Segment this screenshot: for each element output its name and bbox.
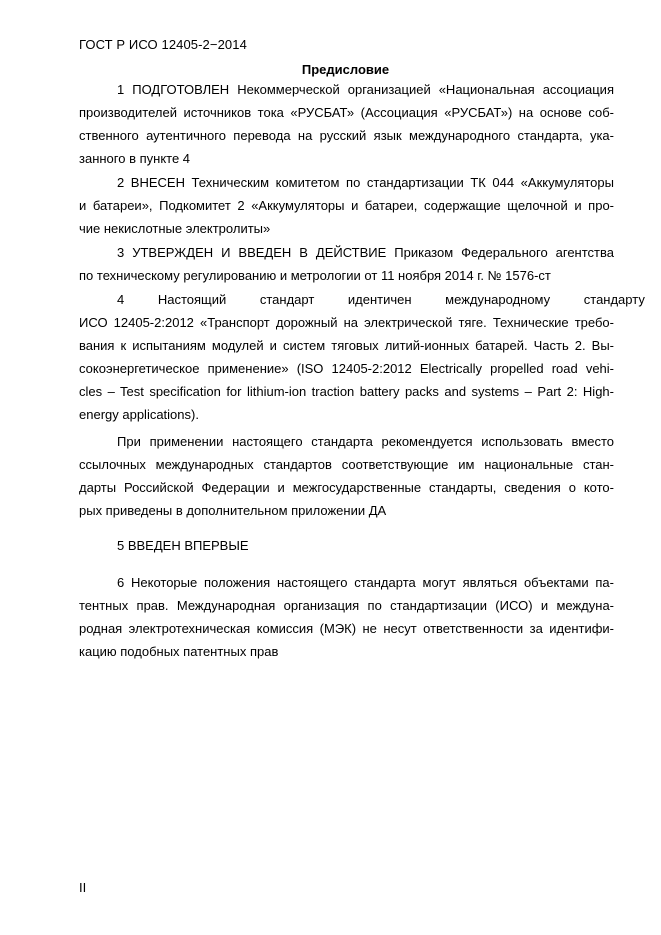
text-line: тентных прав. Международная организация по стандартизации (ИСО) и междуна- [79, 598, 614, 613]
page-title: Предисловие [301, 62, 390, 77]
text-line: energy applications). [79, 407, 199, 422]
text-line: по техническому регулированию и метрологии от 11 ноября 2014 г. № 1576-ст [79, 268, 551, 283]
document-header: ГОСТ Р ИСО 12405-2−2014 [79, 37, 247, 52]
text-line: 6 Некоторые положения настоящего стандарта могут являться объектами па- [117, 575, 614, 590]
text-line: 1 ПОДГОТОВЛЕН Некоммерческой организацией «Национальная ассоциация [117, 82, 614, 97]
text-line: вания к испытаниям модулей и систем тяговых литий-ионных батарей. Часть 2. Вы- [79, 338, 614, 353]
text-line: ИСО 12405-2:2012 «Транспорт дорожный на электрической тяге. Технические требо- [79, 315, 614, 330]
paragraph-3 [79, 241, 614, 287]
text-line: При применении настоящего стандарта рекомендуется использовать вместо [117, 434, 614, 449]
text-line: 2 ВНЕСЕН Техническим комитетом по стандартизации ТК 044 «Аккумуляторы [117, 175, 614, 190]
text-line: производителей источников тока «РУСБАТ» (Ассоциация «РУСБАТ») на основе соб- [79, 105, 614, 120]
text-line: cles – Test specification for lithium-ion traction battery packs and systems – Part 2: High- [79, 384, 614, 399]
document-body [79, 78, 645, 663]
text-line: ссылочных международных стандартов соответствующие им национальные стан- [79, 457, 614, 472]
text-line: чие некислотные электролиты» [79, 221, 271, 236]
paragraph-4 [79, 288, 645, 426]
text-line: 5 ВВЕДЕН ВПЕРВЫЕ [117, 538, 249, 553]
text-line: сокоэнергетическое применение» (ISO 12405-2:2012 Electrically propelled road vehi- [79, 361, 614, 376]
text-line: ственного аутентичного перевода на русский язык международного стандарта, ука- [79, 128, 614, 143]
text-line: рых приведены в дополнительном приложении ДА [79, 503, 387, 518]
text-line: кацию подобных патентных прав [79, 644, 279, 659]
paragraph-5 [79, 534, 614, 557]
paragraph-6 [79, 571, 614, 663]
text-line: родная электротехническая комиссия (МЭК) не несут ответственности за идентифи- [79, 621, 614, 636]
text-line: 3 УТВЕРЖДЕН И ВВЕДЕН В ДЕЙСТВИЕ Приказом Федерального агентства [117, 245, 614, 260]
paragraph-4-note [79, 430, 614, 522]
paragraph-2 [79, 171, 614, 240]
text-line: 4 Настоящий стандарт идентичен международному стандарту [117, 292, 645, 307]
text-line: дарты Российской Федерации и межгосударственные стандарты, сведения о кото- [79, 480, 614, 495]
page-number: II [79, 880, 87, 895]
paragraph-1 [79, 78, 614, 170]
text-line: и батареи», Подкомитет 2 «Аккумуляторы и батареи, содержащие щелочной и про- [79, 198, 614, 213]
text-line: занного в пункте 4 [79, 151, 191, 166]
